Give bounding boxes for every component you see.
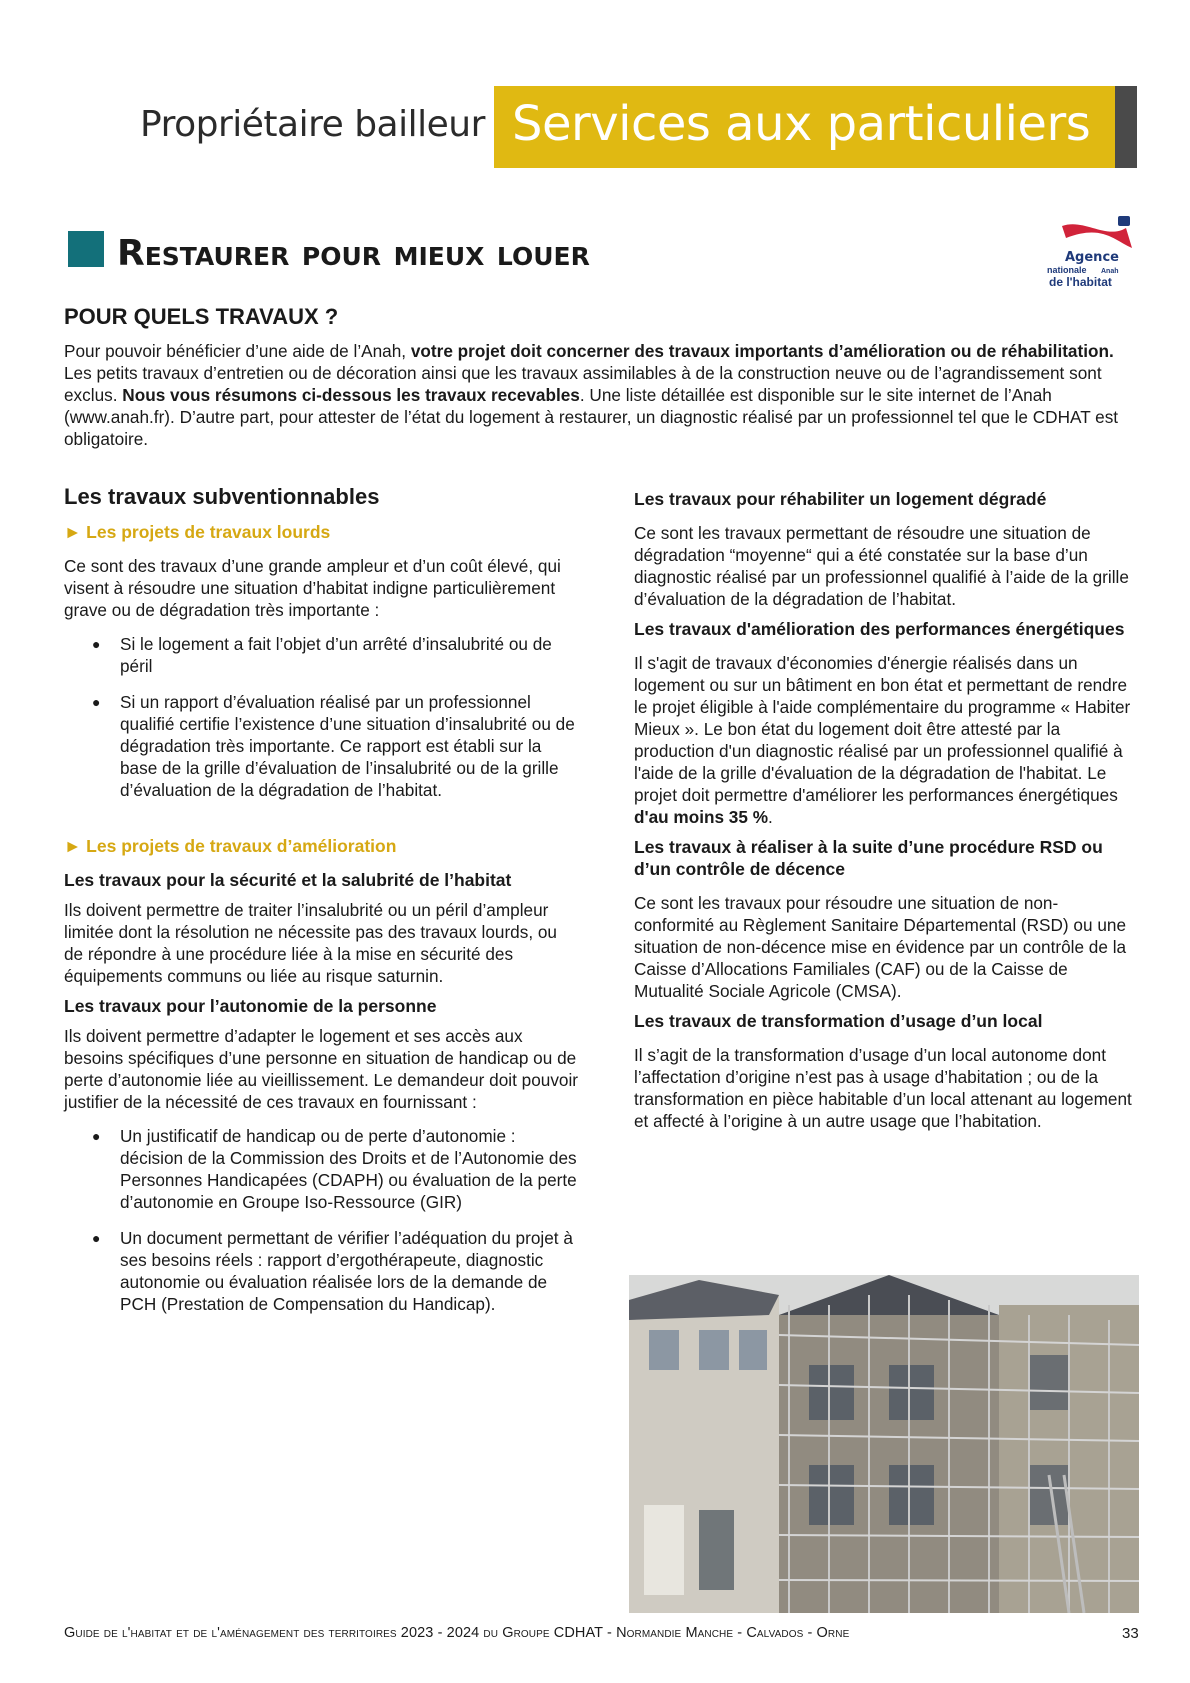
bullet-icon: ●	[92, 636, 101, 652]
bullet-text: Un document permettant de vérifier l’adéquation du projet à ses besoins réels : rapport d’ergothérapeute, diagnostic autonomie ou évaluation réalisée lors de la demande de PCH (Prestation de Compensation du Handicap).	[120, 1228, 573, 1314]
improvement-projects-title: ► Les projets de travaux d’amélioration	[64, 836, 397, 856]
energy-title: Les travaux d'amélioration des performances énergétiques	[634, 619, 1125, 639]
heavy-bullet-list	[64, 633, 580, 801]
page-number: 33	[1122, 1625, 1139, 1642]
rsd-text: Ce sont les travaux pour résoudre une situation de non-conformité au Règlement Sanitaire Départemental (RSD) ou une situation de non-décence mise en évidence par un contrôle de la Caisse d’Allocations Familiales (CAF) ou de la Caisse de Mutualité Sociale Agricole (CMSA).	[634, 893, 1127, 1001]
bullet-text: Un justificatif de handicap ou de perte d’autonomie : décision de la Commission des Droits et de l’Autonomie des Personnes Handicapées (CDAPH) ou évaluation de la perte d’autonomie en Groupe Iso-Ressource (GIR)	[120, 1126, 577, 1212]
autonomy-text: Ils doivent permettre d’adapter le logement et ses accès aux besoins spécifiques d’une personne en situation de handicap ou de perte d’autonomie liée au vieillissement. Le demandeur doit pouvoir justifier de la nécessité de ces travaux en fournissant :	[64, 1026, 579, 1112]
building-scaffolding-photo	[629, 1275, 1139, 1613]
energy-text-end: .	[767, 807, 773, 827]
energy-text-bold: d'au moins 35 %	[634, 807, 768, 827]
autonomy-title: Les travaux pour l’autonomie de la personne	[64, 996, 437, 1016]
bullet-text: Si le logement a fait l’objet d’un arrêté d’insalubrité ou de péril	[120, 634, 552, 676]
safety-title: Les travaux pour la sécurité et la salubrité de l’habitat	[64, 870, 512, 890]
bullet-icon: ●	[92, 1230, 101, 1246]
header-dark-tab	[1115, 86, 1137, 168]
logo-text-anah: Anah	[1101, 268, 1119, 275]
heavy-projects-title: ► Les projets de travaux lourds	[64, 522, 331, 542]
question-title: POUR QUELS TRAVAUX ?	[64, 304, 339, 329]
transform-title: Les travaux de transformation d’usage d’un local	[634, 1011, 1043, 1031]
logo-text-nationale: nationale	[1047, 265, 1087, 275]
header-owner-label: Propriétaire bailleur	[140, 104, 485, 145]
heavy-projects-text: Ce sont des travaux d’une grande ampleur et d’un coût élevé, qui visent à résoudre une situation d’habitat indigne particulièrement grave ou de dégradation très importante :	[64, 556, 561, 620]
intro-text-c: Les petits travaux d’entretien ou de décoration ainsi que les travaux assimilables à de la construction neuve ou de l’agrandissement sont exclus.	[64, 363, 1102, 405]
degraded-title: Les travaux pour réhabiliter un logement dégradé	[634, 489, 1047, 509]
logo-text-habitat: de l'habitat	[1049, 275, 1112, 289]
intro-text-e: . Une liste détaillée est disponible sur le site internet de l’Anah (www.anah.fr). D’autre part, pour attester de l’état du logement à restaurer, un diagnostic réalisé par un professionnel tel que le CDHAT est obligatoire.	[64, 385, 1119, 449]
list-item	[64, 1125, 580, 1213]
header-services-title: Services aux particuliers	[512, 96, 1091, 152]
subsidized-heading: Les travaux subventionnables	[64, 484, 380, 509]
bullet-icon: ●	[92, 694, 101, 710]
left-column	[64, 483, 580, 1329]
intro-text-b: votre projet doit concerner des travaux importants d’amélioration ou de réhabilitation.	[410, 341, 1114, 361]
bullet-text: Si un rapport d’évaluation réalisé par un professionnel qualifié certifie l’existence d’une situation d’insalubrité ou de dégradation très importante. Ce rapport est établi sur la base de la grille d’évaluation de l’insalubrité ou de la grille d’évaluation de la dégradation de l’habitat.	[120, 692, 575, 800]
logo-text-agence: Agence	[1065, 250, 1119, 265]
section-title: Restaurer pour mieux louer	[117, 233, 590, 274]
transform-text: Il s’agit de la transformation d’usage d’un local autonome dont l’affectation d’origine n’est pas à usage d’habitation ; ou de la transformation en pièce habitable d’un local attenant au logement et affecté à l’origine à un autre usage que l’habitation.	[634, 1045, 1132, 1131]
right-column	[634, 488, 1134, 1140]
intro-text-d: Nous vous résumons ci-dessous les travaux recevables	[122, 385, 580, 405]
safety-text: Ils doivent permettre de traiter l’insalubrité ou un péril d’ampleur limitée dont la résolution ne nécessite pas des travaux lourds, ou de répondre à une procédure liée à la mise en sécurité des équipements communs ou liée au risque saturnin.	[64, 900, 557, 986]
rsd-title: Les travaux à réaliser à la suite d’une procédure RSD ou d’un contrôle de décence	[634, 837, 1103, 879]
energy-text-main: Il s'agit de travaux d'économies d'énergie réalisés dans un logement ou sur un bâtiment en bon état et permettant de rendre le projet éligible à l'aide complémentaire du programme « Habiter Mieux ». Le bon état du logement doit être attesté par la production d'un diagnostic réalisé par un professionnel qualifié à l'aide de la grille d'évaluation de la dégradation de l'habitat. Le projet doit permettre d'améliorer les performances énergétiques	[634, 653, 1131, 805]
footer-guide-text: Guide de l'habitat et de l'aménagement des territoires 2023 - 2024 du Groupe CDHAT - Normandie Manche - Calvados - Orne	[64, 1625, 850, 1641]
autonomy-bullet-list	[64, 1125, 580, 1315]
section-square-marker	[68, 231, 104, 267]
list-item	[64, 691, 580, 801]
list-item	[64, 1227, 580, 1315]
degraded-text: Ce sont les travaux permettant de résoudre une situation de dégradation “moyenne“ qui a été constatée sur la base d’un diagnostic réalisé par un professionnel qualifié à l’aide de la grille d’évaluation de la dégradation de l’habitat.	[634, 523, 1129, 609]
energy-text	[634, 652, 1134, 828]
list-item	[64, 633, 580, 677]
bullet-icon: ●	[92, 1128, 101, 1144]
intro-paragraph	[64, 340, 1130, 450]
intro-text-a: Pour pouvoir bénéficier d’une aide de l’Anah,	[64, 341, 411, 361]
